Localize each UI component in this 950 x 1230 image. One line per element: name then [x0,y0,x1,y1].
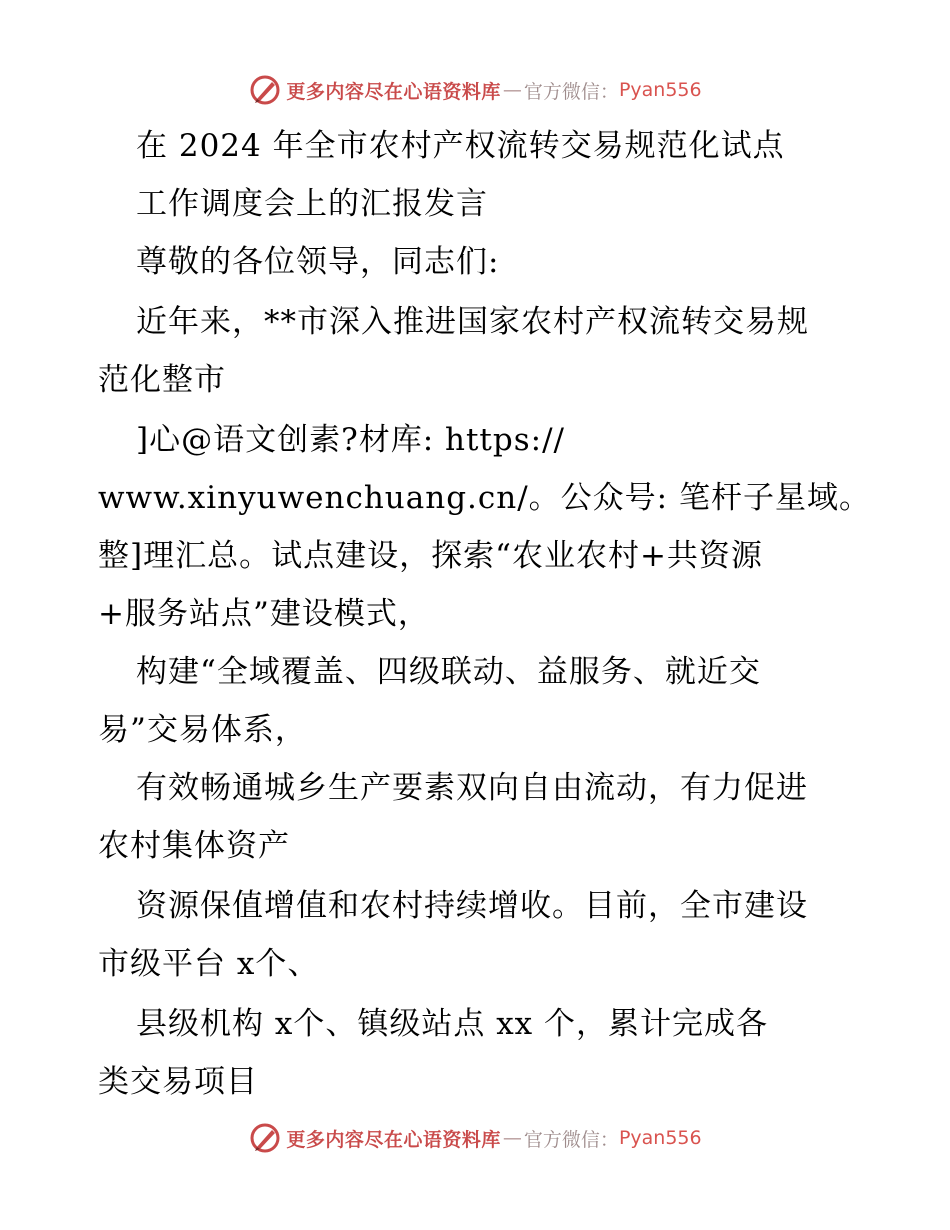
body-line: 构建“全域覆盖、四级联动、益服务、就近交 [136,654,761,690]
banner-wechat-label: 官方微信： [523,80,619,103]
footer-banner [0,1118,950,1158]
banner-dash: — [502,1127,522,1149]
banner-brand: 更多内容尽在心语资料库 [286,1128,501,1151]
salutation: 尊敬的各位领导，同志们: [136,244,500,280]
body-line: ]心@语文创素?材库: https:// [136,422,565,458]
body-line: +服务站点”建设模式， [98,596,430,632]
banner-wechat-label: 官方微信： [523,1128,619,1151]
header-banner [0,70,950,110]
body-line: 县级机构 x个、镇级站点 xx 个，累计完成各 [136,1006,769,1042]
body-line: 易”交易体系， [98,712,307,748]
doc-title-line-2: 工作调度会上的汇报发言 [136,186,488,222]
body-line: 资源保值增值和农村持续增收。目前，全市建设 [136,888,808,924]
body-line: 近年来，**市深入推进国家农村产权流转交易规 [136,304,809,340]
banner-dash: — [502,79,522,101]
body-line: 范化整市 [98,362,226,398]
doc-title-line-1: 在 2024 年全市农村产权流转交易规范化试点 [136,128,785,164]
body-line: www.xinyuwenchuang.cn/。公众号: 笔杆子星域。 [98,480,871,516]
pen-logo-icon [248,73,282,107]
banner-wechat-id: Pyan556 [618,1127,702,1149]
body-line: 类交易项目 [98,1064,258,1100]
body-line: 市级平台 x个、 [98,946,320,982]
body-line: 整]理汇总。试点建设，探索“农业农村+共资源 [98,538,763,574]
banner-wechat-id: Pyan556 [618,79,702,101]
body-line: 有效畅通城乡生产要素双向自由流动，有力促进 [136,770,808,806]
pen-logo-icon [248,1121,282,1155]
body-line: 农村集体资产 [98,828,290,864]
banner-brand: 更多内容尽在心语资料库 [286,80,501,103]
